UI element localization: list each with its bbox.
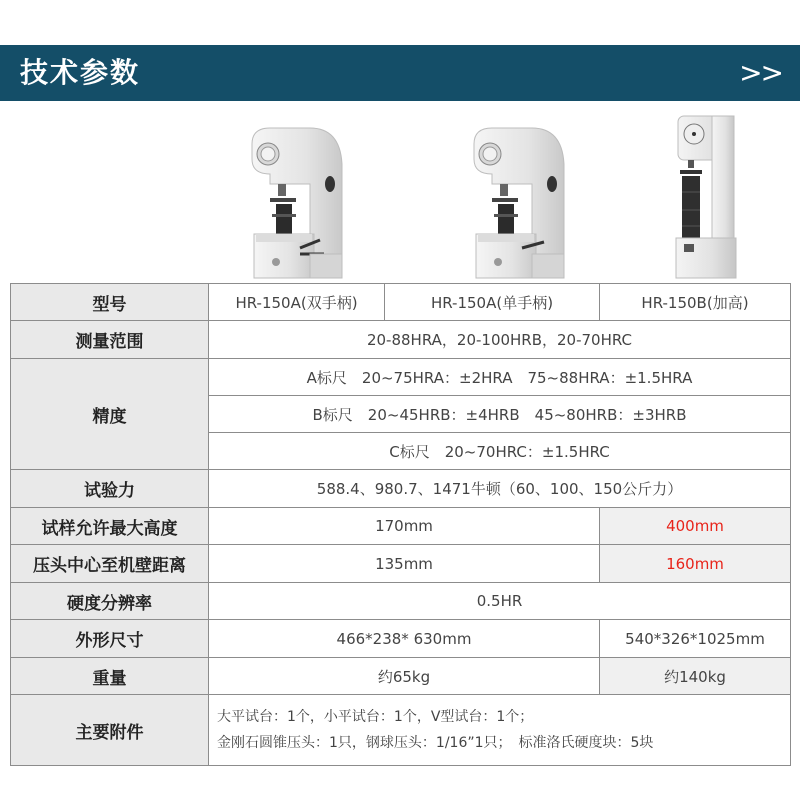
weight-value-a: 约65kg bbox=[209, 658, 600, 695]
table-row-weight bbox=[11, 658, 791, 695]
indenter-distance-value-a: 135mm bbox=[209, 545, 600, 583]
dimensions-label: 外形尺寸 bbox=[11, 620, 209, 658]
accessories-line-2: 金刚石圆锥压头：1只，钢球压头：1/16”1只； 标准洛氏硬度块：5块 bbox=[217, 735, 654, 751]
table-row-model bbox=[11, 284, 791, 321]
precision-line-a: A标尺 20~75HRA：±2HRA 75~88HRA：±1.5HRA bbox=[209, 359, 791, 396]
spec-table bbox=[10, 283, 791, 766]
section-header bbox=[0, 45, 800, 101]
force-value: 588.4、980.7、1471牛顿（60、100、150公斤力） bbox=[209, 470, 791, 508]
accessories-line-1: 大平试台：1个，小平试台：1个，V型试台：1个； bbox=[217, 709, 534, 725]
weight-label: 重量 bbox=[11, 658, 209, 695]
accessories-cell bbox=[209, 695, 791, 766]
dimensions-value-b: 540*326*1025mm bbox=[600, 620, 791, 658]
model-label: 型号 bbox=[11, 284, 209, 321]
range-label: 测量范围 bbox=[11, 321, 209, 359]
table-row-max-height bbox=[11, 508, 791, 545]
dimensions-value-a: 466*238* 630mm bbox=[209, 620, 600, 658]
table-row-force bbox=[11, 470, 791, 508]
table-row-accessories bbox=[11, 695, 791, 766]
max-height-value-b: 400mm bbox=[600, 508, 791, 545]
hardness-tester-icon bbox=[240, 114, 350, 282]
max-height-label: 试样允许最大高度 bbox=[11, 508, 209, 545]
model-cell-3: HR-150B(加高) bbox=[600, 284, 791, 321]
resolution-value: 0.5HR bbox=[209, 583, 791, 620]
table-row-range bbox=[11, 321, 791, 359]
product-image-hr150b bbox=[668, 114, 744, 282]
accessories-label: 主要附件 bbox=[11, 695, 209, 766]
force-label: 试验力 bbox=[11, 470, 209, 508]
precision-label: 精度 bbox=[11, 359, 209, 470]
precision-line-b: B标尺 20~45HRB：±4HRB 45~80HRB：±3HRB bbox=[209, 396, 791, 433]
indenter-distance-value-b: 160mm bbox=[600, 545, 791, 583]
table-row-resolution bbox=[11, 583, 791, 620]
product-image-hr150a-single bbox=[462, 114, 572, 282]
indenter-distance-label: 压头中心至机壁距离 bbox=[11, 545, 209, 583]
resolution-label: 硬度分辨率 bbox=[11, 583, 209, 620]
hardness-tester-icon bbox=[668, 114, 744, 282]
weight-value-b: 约140kg bbox=[600, 658, 791, 695]
section-title: 技术参数 bbox=[20, 56, 141, 89]
table-row-indenter-distance bbox=[11, 545, 791, 583]
product-image-hr150a-double bbox=[240, 114, 350, 282]
max-height-value-a: 170mm bbox=[209, 508, 600, 545]
more-arrows-icon[interactable]: >> bbox=[739, 56, 782, 89]
range-value: 20-88HRA，20-100HRB，20-70HRC bbox=[209, 321, 791, 359]
hardness-tester-icon bbox=[462, 114, 572, 282]
precision-line-c: C标尺 20~70HRC：±1.5HRC bbox=[209, 433, 791, 470]
table-row-precision bbox=[11, 359, 791, 396]
table-row-dimensions bbox=[11, 620, 791, 658]
model-cell-1: HR-150A(双手柄) bbox=[209, 284, 385, 321]
model-cell-2: HR-150A(单手柄) bbox=[385, 284, 600, 321]
